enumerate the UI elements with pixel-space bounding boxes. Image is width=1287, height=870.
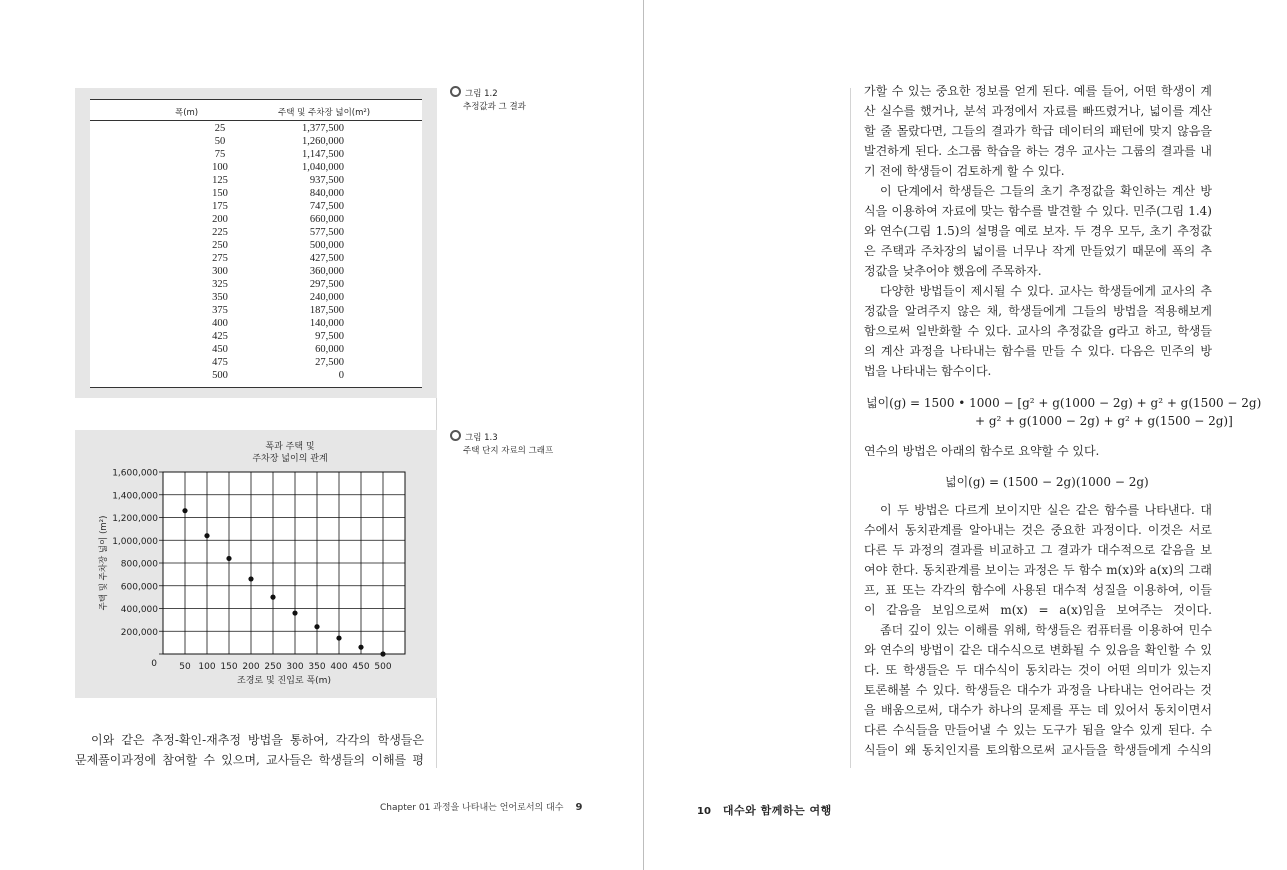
chapter-title: Chapter 01 과정을 나타내는 언어로서의 대수 [380, 803, 564, 813]
left-body-text [75, 730, 424, 770]
table-cell-width: 75 [214, 149, 226, 160]
data-point [182, 508, 187, 513]
circle-bullet-icon [450, 86, 461, 97]
data-point [270, 595, 275, 600]
text-line: 식을 이용하여 자료에 맞는 함수를 발견할 수 있다. 민주(그림 1.4) [864, 204, 1212, 218]
text-line: 을 배움으로써, 대수가 하나의 문제를 푸는 데 있어서 동치이면서 [864, 703, 1212, 717]
text-line: 다양한 방법들이 제시될 수 있다. 교사는 학생들에게 교사의 추 [880, 284, 1212, 298]
page-spine [643, 0, 644, 870]
data-point [292, 610, 297, 615]
y-tick-label: 200,000 [120, 627, 158, 638]
table-cell-area: 60,000 [315, 344, 344, 355]
figure-1-2-caption [450, 86, 526, 114]
figure-label: 그림 1.2 [465, 89, 498, 99]
x-tick-label: 150 [220, 662, 238, 672]
table-cell-width: 50 [214, 136, 226, 147]
equation-minju-line1: 넓이(g) = 1500 • 1000 − [g² + g(1000 − 2g) + g² + g(1500 − 2g) [866, 396, 1262, 410]
x-tick-label: 300 [286, 662, 304, 672]
figure-label: 그림 1.3 [465, 433, 498, 443]
table-header-rule [90, 120, 422, 121]
text-line: 정값을 알려주지 않은 채, 학생들에게 그들의 방법을 적용해보게 [864, 304, 1212, 318]
table-cell-width: 325 [212, 279, 228, 290]
y-tick-label: 0 [151, 659, 157, 669]
data-point [314, 624, 319, 629]
right-mid-text [864, 441, 1212, 461]
text-line: 법을 나타내는 함수이다. [864, 364, 992, 378]
text-line: 이와 같은 추정-확인-재추정 방법을 통하여, 각각의 학생들은 [91, 733, 424, 747]
table-cell-width: 475 [212, 357, 228, 368]
table-cell-area: 937,500 [309, 175, 344, 186]
text-line: 은 주택과 주차장의 넓이를 너무나 작게 만들었기 때문에 폭의 추 [864, 244, 1212, 258]
text-line: 발견하게 된다. 소그룹 학습을 하는 경우 교사는 그룹의 결과를 내 [864, 144, 1212, 158]
text-line: 토론해볼 수 있다. 학생들은 대수가 과정을 나타내는 언어라는 것 [864, 683, 1212, 697]
table-cell-width: 425 [212, 331, 228, 342]
table-cell-area: 297,500 [309, 279, 344, 290]
footer-right [697, 799, 832, 818]
table-cell-width: 500 [212, 370, 228, 381]
x-tick-label: 250 [264, 662, 282, 672]
text-line: 함으로써 일반화할 수 있다. 교사의 추정값을 g라고 하고, 학생들 [864, 324, 1212, 338]
figure-1-3-caption [450, 430, 553, 458]
table-cell-width: 125 [212, 175, 228, 186]
chart-title-line2: 주차장 넓이의 관계 [252, 454, 328, 464]
text-line: 식들이 왜 동치인지를 토의함으로써 교사들을 학생들에게 수식의 [864, 743, 1212, 757]
table-cell-area: 840,000 [309, 188, 344, 199]
table-cell-width: 150 [212, 188, 228, 199]
table-cell-area: 0 [338, 370, 344, 381]
table-cell-width: 25 [214, 123, 226, 134]
data-point [204, 533, 209, 538]
chart-title-line1: 폭과 주택 및 [265, 442, 315, 452]
table-cell-area: 577,500 [309, 227, 344, 238]
y-axis-label: 주택 및 주차장 넓이 (m²) [99, 515, 109, 611]
table-cell-area: 1,377,500 [302, 123, 344, 134]
data-point [380, 651, 385, 656]
estimate-table [90, 99, 422, 388]
table-cell-width: 400 [212, 318, 228, 329]
text-line: 와 연수(그림 1.5)의 설명을 예로 보자. 두 경우 모두, 초기 추정값 [864, 224, 1212, 238]
y-tick-label: 600,000 [120, 582, 158, 593]
table-cell-area: 427,500 [309, 253, 344, 264]
text-line: 기 전에 학생들이 검토하게 할 수 있다. [864, 164, 1065, 178]
text-line: 이 두 방법은 다르게 보이지만 실은 같은 함수를 나타낸다. 대 [880, 503, 1212, 517]
table-cell-area: 187,500 [309, 305, 344, 316]
figure-caption-text: 주택 단지 자료의 그래프 [463, 446, 554, 456]
table-cell-area: 660,000 [309, 214, 344, 225]
data-point [226, 556, 231, 561]
table-cell-area: 747,500 [309, 201, 344, 212]
table-cell-width: 275 [212, 253, 228, 264]
table-cell-area: 1,147,500 [302, 149, 344, 160]
table-cell-width: 100 [212, 162, 228, 173]
text-line: 프, 표 또는 각각의 함수에 사용된 대수적 성질을 이용하여, 이들 [864, 583, 1212, 597]
table-cell-width: 225 [212, 227, 228, 238]
x-tick-label: 350 [308, 662, 326, 672]
y-tick-label: 1,000,000 [112, 536, 158, 547]
y-tick-label: 1,200,000 [112, 514, 158, 524]
table-header-area: 주택 및 주차장 넓이(m²) [278, 108, 371, 118]
text-line: 수에서 동치관계를 알아내는 것은 중요한 과정이다. 이것은 서로 [864, 523, 1212, 537]
book-title: 대수와 함께하는 여행 [722, 804, 832, 817]
text-line: 이 단계에서 학생들은 그들의 초기 추정값을 확인하는 계산 방 [880, 184, 1212, 198]
page-number-right: 10 [697, 806, 711, 817]
table-cell-area: 97,500 [315, 331, 344, 342]
x-tick-label: 50 [179, 662, 191, 672]
table-cell-width: 375 [212, 305, 228, 316]
y-tick-label: 1,400,000 [112, 491, 158, 502]
x-tick-label: 200 [242, 662, 260, 672]
text-line: 문제풀이과정에 참여할 수 있으며, 교사들은 학생들의 이해를 평 [75, 753, 424, 767]
data-point [336, 635, 341, 640]
footer-left [380, 800, 582, 813]
table-cell-area: 27,500 [315, 357, 344, 368]
table-cell-width: 450 [212, 344, 228, 355]
table-cell-area: 140,000 [309, 318, 344, 329]
data-point [358, 645, 363, 650]
equation-yeonsu: 넓이(g) = (1500 − 2g)(1000 − 2g) [945, 475, 1149, 489]
data-point [248, 576, 253, 581]
x-tick-label: 100 [198, 662, 216, 672]
y-tick-label: 400,000 [120, 605, 158, 615]
text-line: 가할 수 있는 중요한 정보를 얻게 된다. 예를 들어, 어떤 학생이 계 [864, 84, 1212, 98]
equation-minju-line2: + g² + g(1000 − 2g) + g² + g(1500 − 2g)] [975, 414, 1233, 428]
x-tick-label: 450 [352, 662, 370, 672]
table-cell-area: 1,260,000 [302, 136, 344, 147]
y-tick-label: 1,600,000 [112, 468, 158, 479]
table-cell-width: 250 [212, 240, 228, 251]
text-line: 산 실수를 했거나, 분석 과정에서 자료를 빠뜨렸거나, 넓이를 계산 [864, 104, 1212, 118]
table-cell-width: 300 [212, 266, 228, 277]
y-tick-label: 800,000 [120, 559, 158, 570]
right-paragraphs-2 [864, 500, 1212, 760]
text-line: 와 연수의 방법이 같은 대수식으로 변화될 수 있음을 확인할 수 있 [864, 643, 1212, 657]
page-number-left: 9 [575, 802, 583, 813]
table-cell-width: 350 [212, 292, 228, 303]
table-cell-area: 240,000 [309, 292, 344, 303]
scatter-chart [75, 430, 437, 698]
text-line: 정값을 낮추어야 했음에 주목하자. [864, 264, 1042, 278]
table-cell-area: 500,000 [309, 240, 344, 251]
text-line: 다. 또 학생들은 두 대수식이 동치라는 것이 어떤 의미가 있는지 [864, 663, 1212, 677]
text-line: 여야 한다. 동치관계를 보이는 과정은 두 함수 m(x)와 a(x)의 그래 [864, 563, 1212, 577]
table-cell-width: 200 [212, 214, 228, 225]
text-line: 다른 두 과정의 결과를 비교하고 그 결과가 대수적으로 같음을 보 [864, 543, 1212, 557]
margin-rule-right [850, 88, 851, 768]
circle-bullet-icon [450, 430, 461, 441]
right-paragraphs-1 [864, 81, 1212, 381]
table-cell-width: 175 [212, 201, 228, 212]
x-axis-label: 조경로 및 진입로 폭(m) [237, 676, 331, 686]
text-line: 좀더 깊이 있는 이해를 위해, 학생들은 컴퓨터를 이용하여 민수 [880, 623, 1212, 637]
x-tick-label: 400 [330, 662, 348, 672]
text-line: 할 줄 몰랐다면, 그들의 결과가 학급 데이터의 패턴에 맞지 않음을 [864, 124, 1212, 138]
text-line: 의 계산 과정을 나타내는 함수를 만들 수 있다. 다음은 민주의 방 [864, 344, 1212, 358]
table-cell-area: 1,040,000 [302, 162, 344, 173]
text-line: 다른 수식들을 만들어낼 수 있는 도구가 됨을 알수 있게 된다. 수 [864, 723, 1212, 737]
text-line: 이 같음을 보임으로써 m(x) = a(x)임을 보여주는 것이다. [864, 603, 1212, 617]
table-cell-area: 360,000 [309, 266, 344, 277]
figure-caption-text: 추정값과 그 결과 [463, 102, 526, 112]
table-header-width: 폭(m) [175, 108, 199, 118]
x-tick-label: 500 [374, 662, 392, 672]
text-line: 연수의 방법은 아래의 함수로 요약할 수 있다. [864, 444, 1100, 458]
